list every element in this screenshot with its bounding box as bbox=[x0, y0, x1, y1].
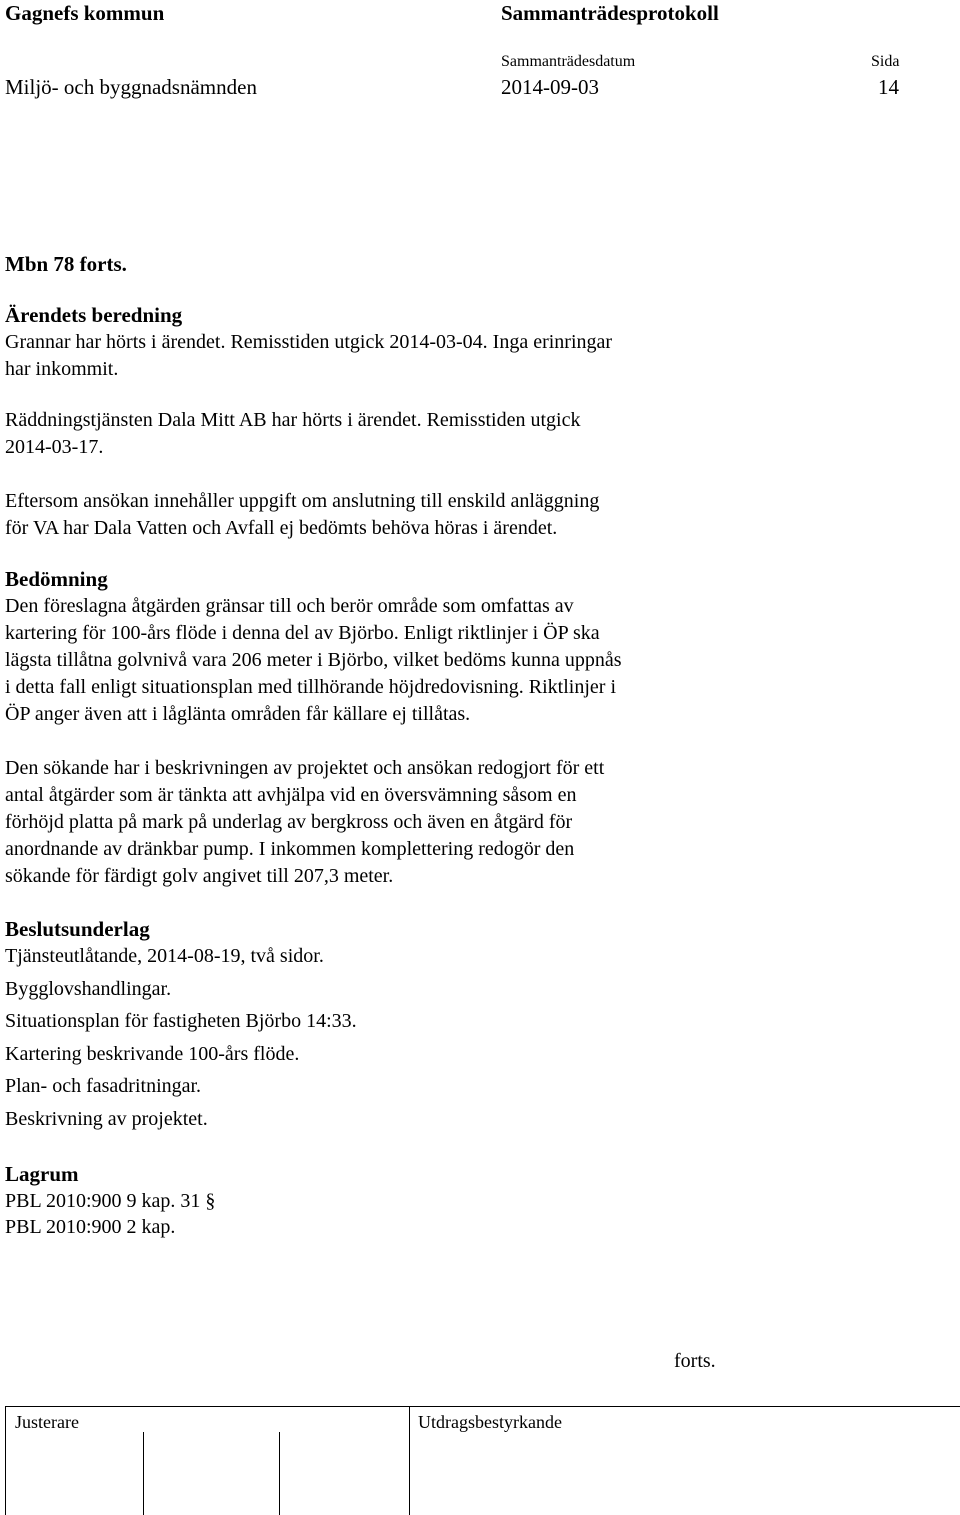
page-number: 14 bbox=[878, 75, 899, 99]
legal-basis-item: PBL 2010:900 9 kap. 31 § bbox=[5, 1190, 216, 1212]
decision-basis-item: Situationsplan för fastigheten Björbo 14:33. bbox=[5, 1010, 357, 1032]
footer-middle-divider bbox=[409, 1406, 410, 1515]
committee-name: Miljö- och byggnadsnämnden bbox=[5, 75, 257, 99]
certification-label: Utdragsbestyrkande bbox=[418, 1412, 562, 1432]
preparation-paragraph-3: Eftersom ansökan innehåller uppgift om anslutning till enskild anläggning för VA har Dala Vatten och Avfall ej bedömts behöva höras i ärendet. bbox=[5, 490, 600, 539]
section-heading-preparation: Ärendets beredning bbox=[5, 303, 183, 327]
preparation-paragraph-2: Räddningstjänsten Dala Mitt AB har hörts i ärendet. Remisstiden utgick 2014-03-17. bbox=[5, 409, 581, 458]
continued-note: forts. bbox=[674, 1350, 716, 1372]
footer-top-rule bbox=[5, 1406, 960, 1407]
decision-basis-item: Beskrivning av projektet. bbox=[5, 1108, 208, 1130]
case-heading: Mbn 78 forts. bbox=[5, 252, 127, 276]
document-type: Sammanträdesprotokoll bbox=[501, 1, 719, 25]
decision-basis-item: Tjänsteutlåtande, 2014-08-19, två sidor. bbox=[5, 945, 324, 967]
section-heading-decision-basis: Beslutsunderlag bbox=[5, 917, 150, 941]
section-heading-assessment: Bedömning bbox=[5, 567, 108, 591]
decision-basis-item: Bygglovshandlingar. bbox=[5, 978, 172, 1000]
adjusters-label: Justerare bbox=[15, 1412, 79, 1432]
decision-basis-item: Kartering beskrivande 100-års flöde. bbox=[5, 1043, 300, 1065]
signature-box-divider bbox=[143, 1432, 144, 1515]
page-label: Sida bbox=[871, 53, 900, 70]
signature-box-divider bbox=[279, 1432, 280, 1515]
meeting-date-label: Sammanträdesdatum bbox=[501, 53, 636, 70]
municipality-name: Gagnefs kommun bbox=[5, 1, 165, 25]
section-heading-legal-basis: Lagrum bbox=[5, 1162, 79, 1186]
assessment-paragraph-2: Den sökande har i beskrivningen av projektet och ansökan redogjort för ett antal åtgärder som är tänkta att avhjälpa vid en översvämning såsom en förhöjd platta på mark på underlag av bergkross och även en åtgärd för anordnande av dränkbar pump. I inkommen komplettering redogör den sökande för färdigt golv angivet till 207,3 meter. bbox=[5, 757, 605, 887]
legal-basis-item: PBL 2010:900 2 kap. bbox=[5, 1216, 176, 1238]
meeting-date: 2014-09-03 bbox=[501, 75, 599, 99]
preparation-paragraph-1: Grannar har hörts i ärendet. Remisstiden utgick 2014-03-04. Inga erinringar har inkommit. bbox=[5, 331, 613, 380]
decision-basis-item: Plan- och fasadritningar. bbox=[5, 1075, 202, 1097]
footer-left-border bbox=[5, 1406, 6, 1515]
assessment-paragraph-1: Den föreslagna åtgärden gränsar till och berör område som omfattas av kartering för 100-års flöde i denna del av Björbo. Enligt riktlinjer i ÖP ska lägsta tillåtna golvnivå vara 206 meter i Björbo, vilket bedöms kunna uppnås i detta fall enligt situationsplan med tillhörande höjdredovisning. Riktlinjer i ÖP anger även att i låglänta områden får källare ej tillåtas. bbox=[5, 595, 622, 725]
